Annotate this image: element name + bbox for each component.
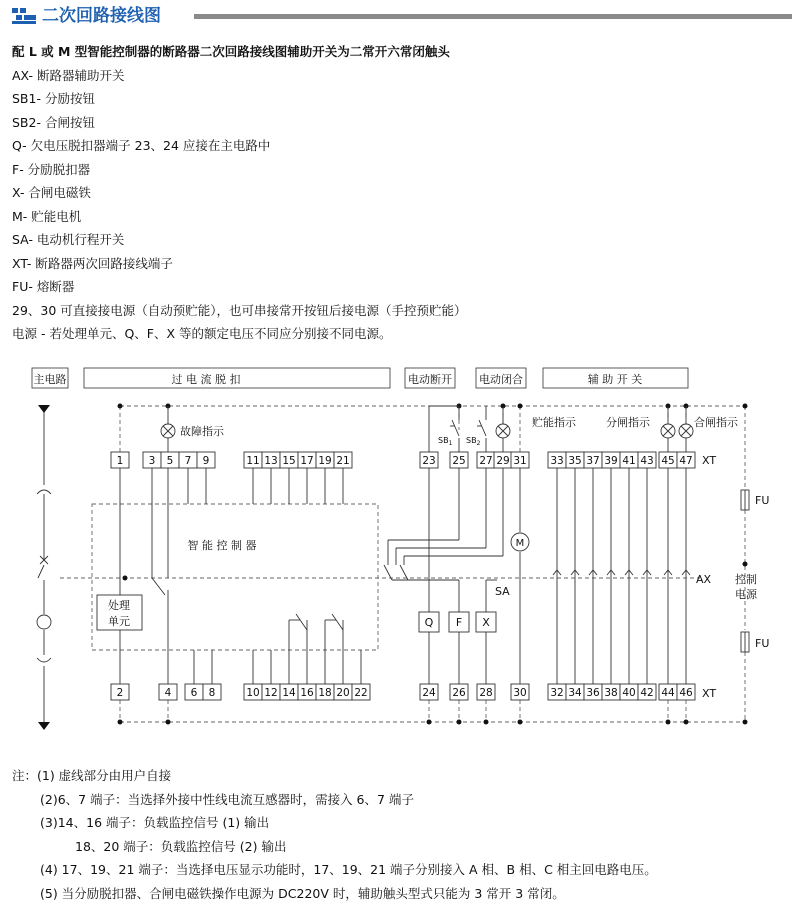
intro-item: 29、30 可直接接电源（自动预贮能），也可串接常开按钮后接电源（手控预贮能）	[12, 302, 467, 318]
bottom-terminal-label-24: 24	[422, 687, 436, 699]
top-terminal-label-45: 45	[661, 455, 675, 467]
note-item: (2)6、7 端子：当选择外接中性线电流互感器时，需接入 6、7 端子	[40, 791, 414, 807]
top-terminal-label-17: 17	[300, 455, 314, 467]
top-terminal-label-31: 31	[513, 455, 527, 467]
bottom-terminal-label-10: 10	[246, 687, 260, 699]
x-coil-label: X	[482, 616, 490, 629]
note-item: 18、20 端子：负载监控信号 (2) 输出	[75, 838, 287, 854]
overcurrent-trip-label: 过 电 流 脱 扣	[171, 373, 241, 386]
top-terminal-label-25: 25	[452, 455, 466, 467]
close-indicator-label: 合闸指示	[694, 416, 738, 429]
notes	[12, 764, 792, 905]
intro-item: FU- 熔断器	[12, 279, 75, 294]
intro-item: SA- 电动机行程开关	[12, 232, 125, 247]
control-power-label-2: 电源	[735, 588, 757, 601]
bottom-terminal-label-18: 18	[318, 687, 332, 699]
bottom-terminal-strip	[111, 684, 695, 700]
top-terminal-strip	[111, 452, 695, 468]
top-terminal-label-43: 43	[640, 455, 654, 467]
storage-indicator-label: 贮能指示	[532, 416, 576, 429]
open-indicator-label: 分闸指示	[606, 416, 650, 429]
bottom-terminal-label-44: 44	[661, 687, 675, 699]
processing-unit	[97, 595, 142, 630]
top-terminal-label-35: 35	[568, 455, 582, 467]
top-terminal-label-41: 41	[622, 455, 636, 467]
top-terminal-label-39: 39	[604, 455, 618, 467]
storage-lamp-icon	[496, 406, 510, 452]
bottom-terminal-label-6: 6	[190, 687, 198, 699]
section-labels	[32, 368, 688, 388]
top-terminal-label-3: 3	[148, 455, 156, 467]
main-circuit-label: 主电路	[33, 373, 67, 386]
bottom-terminal-label-38: 38	[604, 687, 618, 699]
intro-item: SB1- 分励按钮	[12, 91, 95, 106]
top-terminal-label-9: 9	[202, 455, 210, 467]
section-header-icon	[12, 8, 36, 24]
electric-close-label: 电动闭合	[479, 373, 523, 386]
bottom-terminal-label-8: 8	[208, 687, 216, 699]
intro-item: F- 分励脱扣器	[12, 161, 91, 177]
processing-unit-label-2: 单元	[108, 615, 130, 628]
top-terminal-label-5: 5	[166, 455, 174, 467]
top-terminal-label-19: 19	[318, 455, 332, 467]
intro-item: AX- 断路器辅助开关	[12, 67, 125, 83]
main-circuit-line	[37, 405, 51, 730]
intro-item: 电源 - 若处理单元、Q、F、X 等的额定电压不同应分别接不同电源。	[12, 326, 392, 341]
fault-indicator-label: 故障指示	[180, 425, 224, 438]
fuse-bottom-label: FU	[755, 637, 770, 650]
top-terminal-label-47: 47	[679, 455, 693, 467]
bottom-terminal-label-42: 42	[640, 687, 654, 699]
top-terminal-label-15: 15	[282, 455, 296, 467]
note-item: 注：(1) 虚线部分由用户自接	[12, 768, 172, 783]
top-terminal-label-37: 37	[586, 455, 600, 467]
electric-open-label: 电动断开	[408, 373, 452, 386]
bottom-terminal-label-40: 40	[622, 687, 636, 699]
top-terminal-label-29: 29	[496, 455, 510, 467]
ax-label: AX	[696, 573, 712, 586]
intro-heading: 配 L 或 M 型智能控制器的断路器二次回路接线图辅助开关为二常开六常闭触头	[12, 44, 450, 59]
bottom-terminal-label-36: 36	[586, 687, 600, 699]
wiring-diagram	[0, 360, 800, 740]
fault-lamp-icon	[161, 406, 175, 452]
note-item: (3)14、16 端子：负载监控信号 (1) 输出	[40, 815, 270, 830]
bottom-terminal-label-26: 26	[452, 687, 466, 699]
top-terminal-label-27: 27	[479, 455, 493, 467]
fuse-top-label: FU	[755, 494, 770, 507]
bottom-terminal-label-2: 2	[116, 687, 124, 699]
bottom-terminal-label-22: 22	[354, 687, 368, 699]
aux-switch-label: 辅 助 开 关	[587, 373, 643, 386]
motor-label: M	[515, 538, 525, 549]
sb2-label: $SB_2$	[466, 436, 481, 447]
aux-contacts	[553, 570, 690, 575]
intro-item: XT- 断路器两次回路接线端子	[12, 255, 173, 271]
top-terminal-label-7: 7	[184, 455, 192, 467]
intro-item: M- 贮能电机	[12, 208, 82, 224]
intro-item: Q- 欠电压脱扣器端子 23、24 应接在主电路中	[12, 138, 271, 153]
indicator-lamps	[161, 406, 693, 452]
top-terminal-label-21: 21	[336, 455, 350, 467]
bottom-terminal-label-20: 20	[336, 687, 350, 699]
section-title: 二次回路接线图	[42, 6, 161, 26]
processing-unit-label-1: 处理	[108, 599, 130, 612]
bottom-terminal-label-16: 16	[300, 687, 314, 699]
f-coil-label: F	[455, 616, 463, 629]
note-item: (5) 当分励脱扣器、合闸电磁铁操作电源为 DC220V 时，辅助触头型式只能为 3 常开 3 常闭。	[40, 885, 565, 901]
note-item: (4) 17、19、21 端子：当选择电压显示功能时，17、19、21 端子分别接入 A 相、B 相、C 相主回电路电压。	[40, 862, 657, 877]
bottom-terminal-label-14: 14	[282, 687, 296, 699]
xt-top-label: XT	[702, 454, 717, 467]
xt-bottom-label: XT	[702, 687, 717, 700]
bottom-terminal-label-4: 4	[164, 687, 172, 699]
header-rule	[194, 14, 792, 19]
q-coil-label: Q	[424, 616, 434, 629]
sa-label: SA	[495, 585, 510, 598]
bottom-terminal-label-32: 32	[550, 687, 564, 699]
bottom-terminal-label-46: 46	[679, 687, 693, 699]
control-power-label-1: 控制	[735, 573, 757, 586]
intro-item: X- 合闸电磁铁	[12, 185, 91, 200]
intro-text	[12, 40, 792, 346]
fuse-icons	[741, 490, 749, 652]
top-terminal-label-13: 13	[264, 455, 278, 467]
intro-item: SB2- 合闸按钮	[12, 114, 95, 130]
bottom-terminal-label-12: 12	[264, 687, 278, 699]
close-lamp-icon	[679, 406, 693, 452]
top-terminal-label-33: 33	[550, 455, 564, 467]
bottom-terminal-label-30: 30	[513, 687, 527, 699]
section-header	[8, 4, 792, 28]
bottom-terminal-label-34: 34	[568, 687, 582, 699]
terminal-wires	[120, 468, 686, 684]
controller-label: 智 能 控 制 器	[187, 539, 257, 552]
open-lamp-icon	[661, 406, 675, 452]
bottom-terminal-label-28: 28	[479, 687, 493, 699]
top-terminal-label-23: 23	[422, 455, 436, 467]
top-terminal-label-11: 11	[246, 455, 260, 467]
coils	[419, 612, 496, 632]
top-terminal-label-1: 1	[116, 455, 124, 467]
motor-icon	[511, 533, 529, 551]
sb1-label: $SB_1$	[438, 436, 453, 447]
